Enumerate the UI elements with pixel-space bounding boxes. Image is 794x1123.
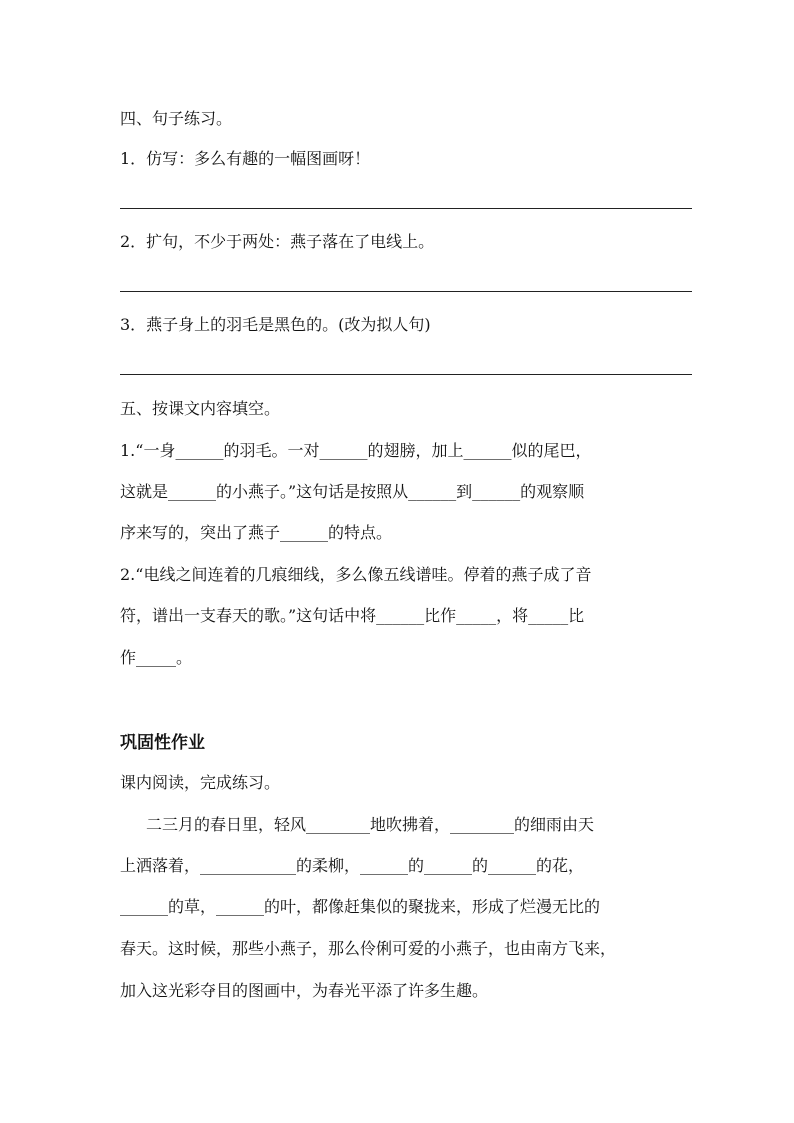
question-5-2-line: 作_____。 [120,648,193,667]
passage-line: 春天。这时候，那些小燕子，那么伶俐可爱的小燕子，也由南方飞来， [120,939,617,958]
section-four-title: 四、句子练习。 [120,109,233,128]
answer-line [120,291,692,292]
passage-line: 二三月的春日里，轻风________地吹拂着，________的细雨由天 [146,815,595,834]
question-5-2-line: 2.“电线之间连着的几痕细线，多么像五线谱哇。停着的燕子成了音 [120,565,592,584]
question-4-1: 1．仿写：多么有趣的一幅图画呀！ [120,149,371,168]
passage-line: 加入这光彩夺目的图画中，为春光平添了许多生趣。 [120,981,489,1000]
reading-instruction: 课内阅读，完成练习。 [120,773,281,792]
answer-line [120,374,692,375]
consolidation-heading: 巩固性作业 [120,733,205,753]
passage-line: ______的草，______的叶，都像赶集似的聚拢来，形成了烂漫无比的 [120,897,601,916]
question-5-1-line: 序来写的，突出了燕子______的特点。 [120,523,393,542]
question-5-1-line: 1.“一身______的羽毛。一对______的翅膀，加上______似的尾巴， [120,441,592,460]
question-4-2: 2．扩句，不少于两处：燕子落在了电线上。 [120,232,435,251]
section-five-title: 五、按课文内容填空。 [120,399,281,418]
passage-line: 上洒落着，____________的柔柳，______的______的______的花， [120,856,585,875]
question-4-3: 3．燕子身上的羽毛是黑色的。(改为拟人句) [120,315,431,334]
question-5-1-line: 这就是______的小燕子。”这句话是按照从______到______的观察顺 [120,482,585,501]
question-5-2-line: 符，谱出一支春天的歌。”这句话中将______比作_____，将_____比 [120,606,585,625]
answer-line [120,208,692,209]
